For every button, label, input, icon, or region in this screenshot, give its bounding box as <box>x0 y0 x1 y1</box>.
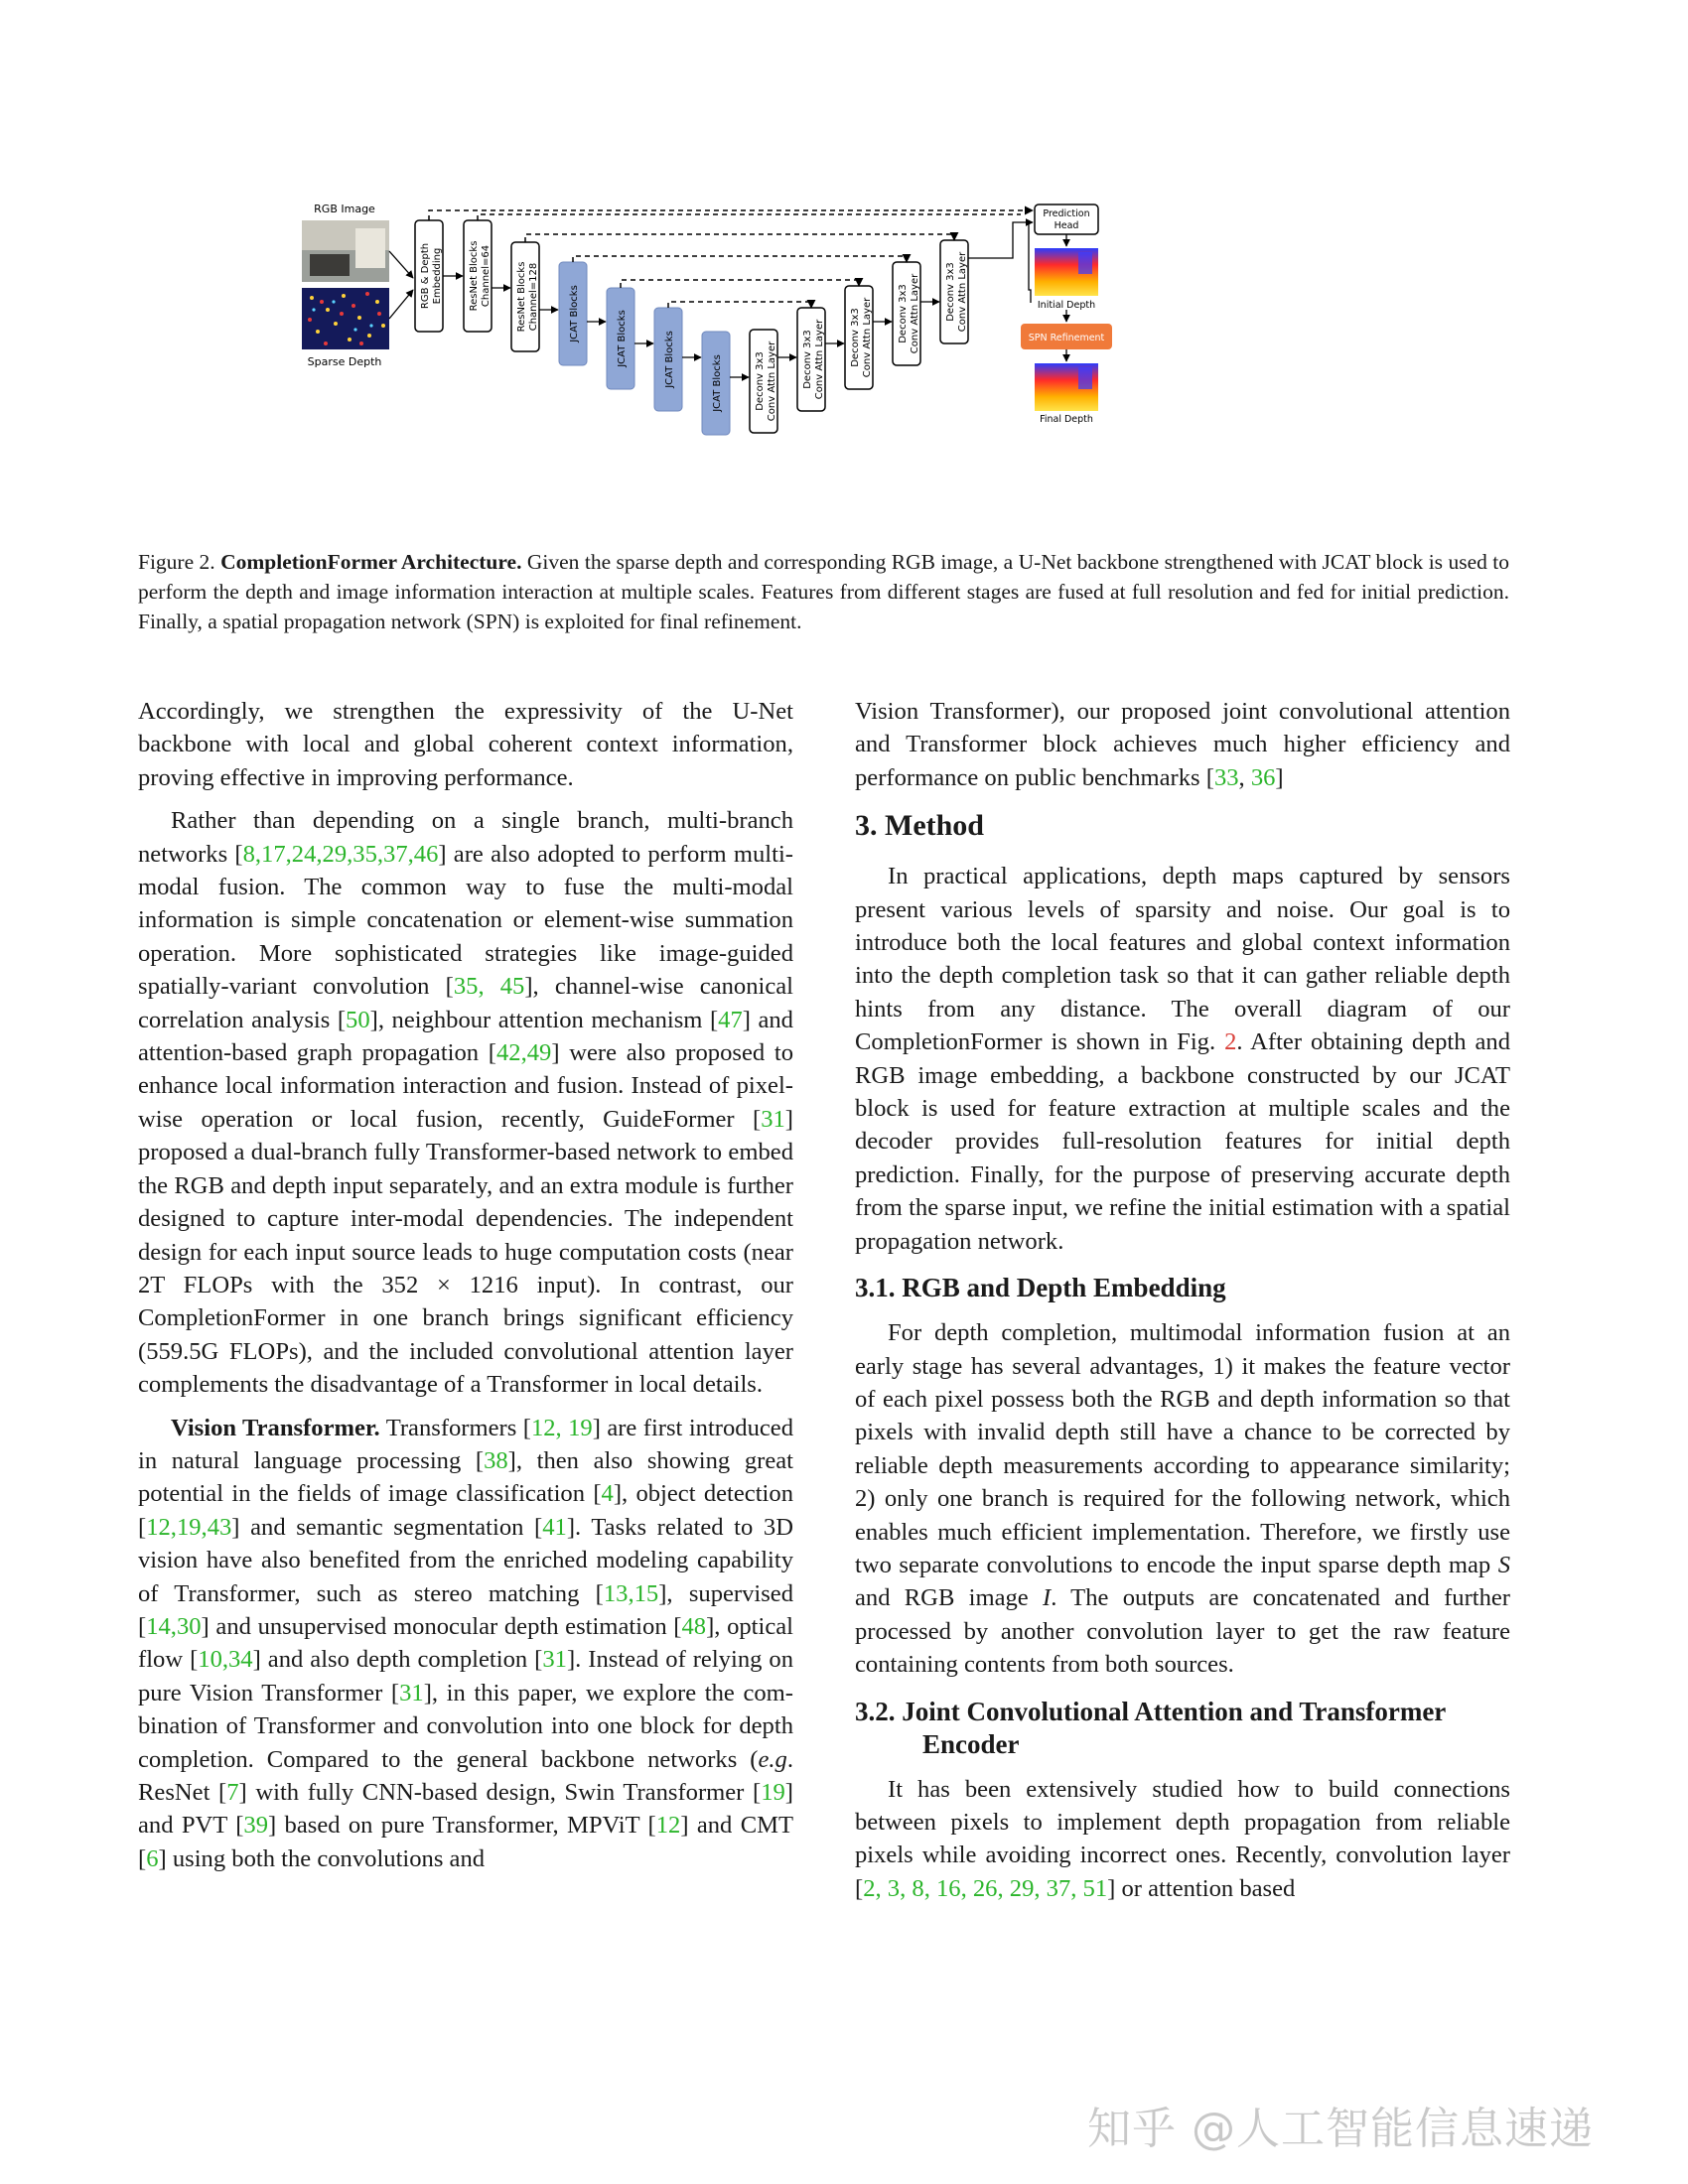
initial-depth-label: Initial Depth <box>1037 300 1096 311</box>
deconv2-line2: Conv Attn Layer <box>814 319 825 400</box>
citation[interactable]: 42,49 <box>495 1039 552 1067</box>
resnet1-line1: ResNet Blocks <box>469 240 480 312</box>
citation[interactable]: 31 <box>542 1646 567 1674</box>
deconv1-line1: Deconv 3x3 <box>755 351 766 411</box>
right-paragraph-2: For depth completion, multimodal information fusion at an early stage has several advantages, 1) it makes the feature vector of each pixel possess both the RGB and depth information so that pixels with invalid depth still have a chance to be corrected by reliable depth measurements according to appearance similarity; 2) only one branch is required for the following network, which enables much efficient implementation. Therefore, we firstly use two separate convolutions to encode the input sparse depth map S and RGB image I. The outputs are concatenated and further processed by another convolution layer to get the raw feature containing contents from both sources. <box>855 1319 1510 1679</box>
citation[interactable]: 47 <box>718 1006 743 1033</box>
resnet2-line1: ResNet Blocks <box>516 261 527 333</box>
deconv2-line1: Deconv 3x3 <box>802 330 813 389</box>
resnet1-line2: Channel=64 <box>481 244 492 308</box>
subsection-heading-jcat: 3.2. Joint Convolutional Attention and Transformer Encoder <box>855 1696 1447 1759</box>
prediction-head-line1: Prediction <box>1043 208 1090 219</box>
citation[interactable]: 35, 45 <box>453 973 525 1001</box>
caption-prefix: Figure 2. <box>138 550 215 574</box>
citation[interactable]: 33 <box>1213 763 1239 791</box>
paragraph-lead: Vision Transformer. <box>171 1414 380 1441</box>
right-paragraph-3: It has been extensively studied how to build connections between pixels to implement depth propagation from reliable pixels while avoiding incorrect ones. Recently, convolution layer [2, 3, 8, 16, 26, 29, 37, 51] or attention based <box>855 1775 1510 1902</box>
sparse-depth-image <box>302 288 389 349</box>
architecture-diagram <box>298 199 1390 516</box>
citation[interactable]: 6 <box>146 1844 159 1872</box>
right-column <box>855 695 1510 1915</box>
sparse-depth-label: Sparse Depth <box>307 355 382 368</box>
citation[interactable]: 39 <box>243 1812 268 1840</box>
citation[interactable]: 8,17,24,29,35,37,46 <box>242 840 439 868</box>
deconv5-line1: Deconv 3x3 <box>945 262 956 322</box>
citation[interactable]: 12,19,43 <box>146 1513 232 1541</box>
citation[interactable]: 4 <box>601 1480 614 1508</box>
embedding-line2: Embedding <box>432 247 443 305</box>
citation[interactable]: 13,15 <box>603 1579 659 1607</box>
citation[interactable]: 2, 3, 8, 16, 26, 29, 37, 51 <box>863 1874 1108 1902</box>
citation[interactable]: 36 <box>1250 763 1276 791</box>
jcat2-label: JCAT Blocks <box>617 310 628 367</box>
deconv4-line1: Deconv 3x3 <box>898 284 909 343</box>
deconv5-line2: Conv Attn Layer <box>957 251 968 333</box>
jcat4-label: JCAT Blocks <box>712 354 723 412</box>
right-paragraph-1: In practical applications, depth maps captured by sensors present various levels of sparsity and noise. Our goal is to introduce both the local features and global context information into the depth completion task so that it can gather reliable depth hints from any distance. The overall diagram of our CompletionFormer is shown in Fig. 2. After obtaining depth and RGB image embedding, a backbone constructed by our JCAT block is used for feature extraction at multiple scales and the decoder provides full-resolution features for initial depth prediction. Finally, for the purpose of preserving accurate depth from the sparse input, we refine the initial estimation with a spatial propagation network. <box>855 863 1510 1255</box>
watermark: 知乎 @人工智能信息速递 <box>1087 2104 1594 2154</box>
caption-title: CompletionFormer Architecture. <box>220 550 522 574</box>
citation[interactable]: 19 <box>761 1779 785 1806</box>
final-depth-label: Final Depth <box>1040 414 1093 425</box>
left-column <box>138 695 793 1885</box>
deconv4-line2: Conv Attn Layer <box>910 273 920 354</box>
resnet2-line2: Channel=128 <box>528 262 539 332</box>
citation[interactable]: 48 <box>681 1612 707 1640</box>
deconv1-line2: Conv Attn Layer <box>767 341 777 422</box>
citation[interactable]: 14,30 <box>146 1612 202 1640</box>
citation[interactable]: 41 <box>542 1513 567 1541</box>
left-paragraph-2: Rather than depending on a single branch, multi-branch networks [8,17,24,29,35,37,46] are also adopted to perform multi-modal fusion. The common way to fuse the multi-modal information is simple concatenation or element-wise summation operation. More sophisticated strategies like image-guided spatially-variant convolution [35, 45], channel-wise canonical correlation analysis [50], neighbour attention mechanism [47] and attention-based graph propagation [42,49] were also proposed to enhance local information interaction and fusion. Instead of pixel-wise operation or local fusion, recently, GuideFormer [31] proposed a dual-branch fully Transformer-based network to embed the RGB and depth input separately, and an extra module is further designed to capture inter-modal dependencies. The independent design for each input source leads to huge computation costs (near 2T FLOPs with the 352 × 1216 input). In contrast, our CompletionFormer in one branch brings significant efficiency (559.5G FLOPs), and the included convolutional attention layer complements the disadvantage of a Transformer in local details. <box>138 807 794 1399</box>
citation[interactable]: 12 <box>655 1812 681 1840</box>
left-paragraph-3: Vision Transformer. Transformers [12, 19] are first introduced in natural language processing [38], then also showing great potential in the fields of image classification [4], object detection [12,19,43] and semantic segmentation [41]. Tasks related to 3D vision have also benefited from the enriched modeling capability of Transformer, such as stereo matching [13,15], supervised [14,30] and unsupervised monocular depth estimation [48], optical flow [10,34] and also depth completion [31]. Instead of relying on pure Vision Transformer [31], in this paper, we explore the combination of Transformer and convolution into one block for depth completion. Compared to the general backbone networks (e.g. ResNet [7] with fully CNN-based design, Swin Transformer [19] and PVT [39] based on pure Transformer, MPViT [12] and CMT [6] using both the convolutions and <box>138 1414 794 1872</box>
citation[interactable]: 38 <box>484 1446 508 1474</box>
citation[interactable]: 10,34 <box>198 1646 253 1674</box>
jcat1-label: JCAT Blocks <box>569 285 580 342</box>
citation[interactable]: 7 <box>226 1779 239 1806</box>
citation[interactable]: 31 <box>761 1105 785 1133</box>
figure-reference[interactable]: 2 <box>1224 1028 1237 1056</box>
subsection-heading-embedding: 3.1. RGB and Depth Embedding <box>855 1273 1226 1303</box>
citation[interactable]: 12, 19 <box>530 1414 593 1441</box>
citation[interactable]: 50 <box>346 1006 370 1033</box>
spn-refinement-label: SPN Refinement <box>1028 333 1105 343</box>
right-paragraph-0: Vision Transformer), our proposed joint convolutional attention and Transformer block achieves much higher efficiency and performance on public benchmarks [33, 36] <box>855 698 1510 791</box>
architecture-figure <box>298 199 1390 516</box>
prediction-head-line2: Head <box>1054 220 1079 231</box>
figure-caption <box>138 547 1509 636</box>
deconv3-line2: Conv Attn Layer <box>862 297 873 378</box>
caption-body: Given the sparse depth and corresponding RGB image, a U-Net backbone strengthened with JCAT block is used to perform the depth and image information interaction at multiple scales. Features from different stages are fused at full resolution and fed for initial prediction. Finally, a spatial propagation network (SPN) is exploited for final refinement. <box>138 550 1510 633</box>
deconv3-line1: Deconv 3x3 <box>850 308 861 367</box>
section-heading-method: 3. Method <box>855 809 984 843</box>
rgb-image-label: RGB Image <box>314 203 375 215</box>
left-paragraph-1: Accordingly, we strengthen the expressivity of the U-Net backbone with local and global coherent context information, proving effective in improving performance. <box>138 698 793 791</box>
citation[interactable]: 31 <box>399 1679 424 1706</box>
embedding-line1: RGB & Depth <box>420 242 431 310</box>
jcat3-label: JCAT Blocks <box>664 331 675 388</box>
